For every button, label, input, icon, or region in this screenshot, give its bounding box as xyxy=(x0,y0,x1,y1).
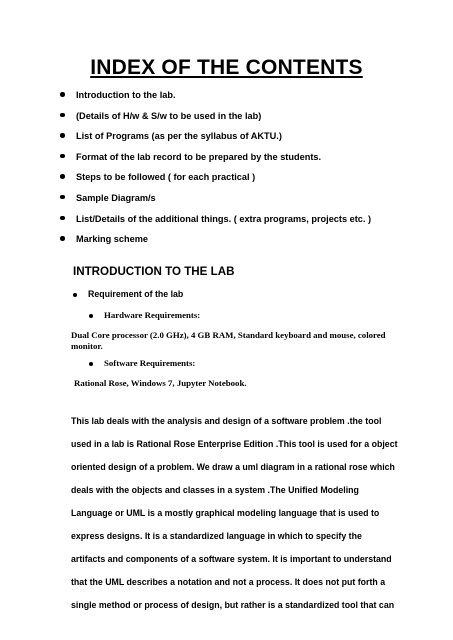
bullet-icon xyxy=(89,362,93,366)
hardware-text-line: Dual Core processor (2.0 GHz), 4 GB RAM, Standard keyboard and mouse, colored xyxy=(71,330,386,340)
bullet-icon xyxy=(60,195,65,200)
bullet-icon xyxy=(60,92,65,97)
bullet-icon xyxy=(73,293,77,297)
paragraph-line: oriented design of a problem. We draw a uml diagram in a rational rose which xyxy=(71,462,395,472)
contents-item xyxy=(60,191,371,212)
bullet-icon xyxy=(60,216,65,221)
hardware-label: Hardware Requirements: xyxy=(104,310,201,320)
contents-item-label: Format of the lab record to be prepared by the students. xyxy=(76,151,322,162)
section-heading: INTRODUCTION TO THE LAB xyxy=(73,265,235,278)
hardware-text-line: monitor. xyxy=(71,341,103,351)
software-description: Rational Rose, Windows 7, Jupyter Notebook. xyxy=(74,378,247,388)
paragraph-line: used in a lab is Rational Rose Enterprise Edition .This tool is used for a object xyxy=(71,439,398,449)
hardware-item xyxy=(89,310,200,320)
contents-item xyxy=(60,129,371,150)
paragraph-line: express designs. It is a standardized language in which to specify the xyxy=(71,531,362,541)
paragraph-line: Language or UML is a mostly graphical modeling language that is used to xyxy=(71,508,380,518)
bullet-icon xyxy=(60,113,65,118)
software-item xyxy=(89,358,195,368)
page-title: INDEX OF THE CONTENTS xyxy=(90,56,363,79)
requirement-item xyxy=(73,289,183,299)
contents-item-label: List of Programs (as per the syllabus of AKTU.) xyxy=(76,131,282,142)
paragraph-line: This lab deals with the analysis and design of a software problem .the tool xyxy=(71,416,382,426)
contents-list xyxy=(60,88,371,253)
bullet-icon xyxy=(60,236,65,241)
contents-item-label: Introduction to the lab. xyxy=(76,90,176,100)
contents-item xyxy=(60,212,371,233)
contents-item xyxy=(60,170,371,191)
contents-item xyxy=(60,109,371,130)
software-label: Software Requirements: xyxy=(104,358,196,368)
paragraph-line: that the UML describes a notation and not a process. It does not put forth a xyxy=(71,577,386,587)
contents-item-label: Sample Diagram/s xyxy=(76,192,156,203)
paragraph-line: deals with the objects and classes in a system .The Unified Modeling xyxy=(71,485,359,495)
intro-paragraph xyxy=(71,414,398,621)
contents-item xyxy=(60,88,371,109)
paragraph-line: artifacts and components of a software system. It is important to understand xyxy=(71,554,392,564)
contents-item xyxy=(60,150,371,171)
contents-item-label: (Details of H/w & S/w to be used in the lab) xyxy=(76,110,262,121)
bullet-icon xyxy=(60,154,65,159)
contents-item-label: List/Details of the additional things. ( extra programs, projects etc. ) xyxy=(76,213,372,224)
contents-item xyxy=(60,232,371,253)
contents-item-label: Steps to be followed ( for each practical ) xyxy=(76,172,256,183)
paragraph-line: single method or process of design, but rather is a standardized tool that can xyxy=(71,600,395,610)
bullet-icon xyxy=(60,174,65,179)
bullet-icon xyxy=(89,314,93,318)
requirement-label: Requirement of the lab xyxy=(88,289,184,299)
contents-item-label: Marking scheme xyxy=(76,234,148,245)
bullet-icon xyxy=(60,133,65,138)
hardware-description xyxy=(71,330,386,352)
